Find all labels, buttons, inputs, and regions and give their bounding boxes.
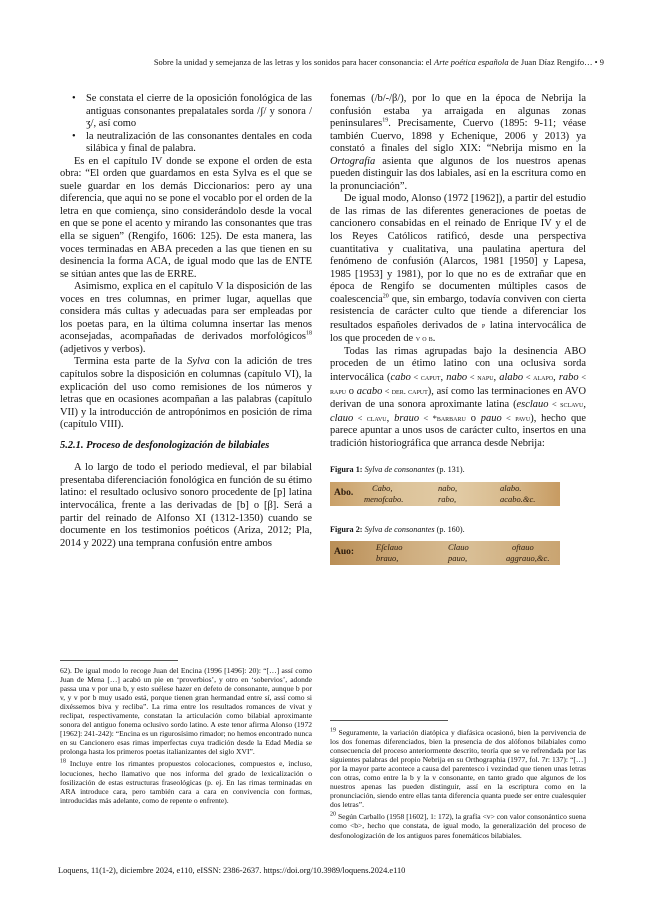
left-column [60, 93, 312, 550]
paragraph: De igual modo, Alonso (1972 [1962]), a partir del estudio de las rimas de las diferentes generaciones de poetas de cancionero consabidas en el reinado de Enrique IV y el de los Reyes Católicos ratificó, desde una perspectiva cuantitativa y cualitativa, una paulatina apertura del fenómeno de confusión (Alarcos, 1981 [1950] y Lapesa, 1985 [1953] y 1981), por lo que no es de extrañar que en época de Rengifo se documenten múltiples casos de coalescencia$^{20}$ que, sin embargo, todavía conviven con cierta resistencia de carácter culto que tiende a diferenciar los resultados españoles derivados de p latina intervocálica de los que proceden de v o b. [330, 193, 586, 345]
footnote: $^{19}$ Seguramente, la variación diatópica y diafásica ocasionó, bien la pervivencia de los dos fonemas diferenciados, bien la presencia de dos alófonos bilabiales como consecuencia del proceso anteriormente descrito, teoría que se ve refrendada por las siguientes palabras del propio Nebrija en su Orthographia (1977, fol. 7r: 137): “[…] por la mayor parte acontece a causa del parentesco i vezindad que tienen unas letras con otras, como entre la b y la v consonante, en tanto grado que algunos de los nuestros apenas las pueden distinguir, assí en la escriptura como en la pronunciación, siendo entre ellas tanta diferencia quanta puede ser entre cualesquier dos letras”. [330, 727, 586, 810]
section-heading: 5.2.1. Proceso de desfonologización de bilabiales [60, 439, 270, 451]
footnote: $^{20}$ Según Carballo (1958 [1602], 1: 172), la grafía <v> con valor consonántico suena como <b>, hecho que constata, de igual modo, la generalización del proceso de desfonologización de los antiguos pares fonemáticos bilabiales. [330, 811, 586, 840]
bullet-list [60, 93, 312, 156]
figure-2-caption: Figura 2: Sylva de consonantes (p. 160). [330, 524, 465, 534]
footnotes-left [60, 666, 312, 805]
list-item: • la neutralización de las consonantes dentales en coda silábica y final de palabra. [86, 131, 312, 156]
figure-1-scan: Abo. Cabo, nabo, alabo. menofcabo. rabo, acabo.&c. [330, 482, 560, 506]
page-footer: Loquens, 11(1-2), diciembre 2024, e110, eISSN: 2386-2637. https://doi.org/10.3989/loquens.2024.e110 [58, 866, 406, 875]
list-item: • Se constata el cierre de la oposición fonológica de las antiguas consonantes prepalatales sorda /ʃ/ y sonora /ʒ/, así como [86, 93, 312, 131]
footnote-ref[interactable]: 20 [382, 293, 389, 300]
figure-2-scan: Auo: Eſclauo Clauo oftauo brauo, pauo, aggrauo,&c. [330, 541, 560, 565]
paragraph: Es en el capítulo IV donde se expone el orden de esta obra: “El orden que guardamos en esta Sylva es el que se suele guardar en los demás Diccionarios: pero ay una diferencia, que aqui no se pone el vocablo por el orden de la letra en que comiença, sino considerándolo desde la vocal en que se pone el acento y mirando las consonantes que tras ella se siguen” (Rengifo, 1606: 125). De esta manera, las voces terminadas en ABA preceden a las que tienen en su desinencia la forma ACA, de igual modo que las de ENTE se sitúan antes que las de ERRE. [60, 155, 312, 280]
footnote-ref[interactable]: 19 [382, 117, 389, 124]
footnote-rule-right [330, 720, 448, 721]
paragraph: Asimismo, explica en el capítulo V la disposición de las voces en tres columnas, en primer lugar, aquellas que considera más cultas y adecuadas para ser empleadas por los poetas para, en la última columna insertar las menos aconsejadas, acompañadas de derivados morfológicos$^{18}$ (adjetivos y verbos). [60, 281, 312, 355]
paragraph: A lo largo de todo el periodo medieval, el par bilabial presentaba diferenciación fonológica en función de su étimo latino: el resultado oclusivo sonoro procedente de [p] latina intervocálica, frente a las derivadas de [b] o [β]. Será a partir del reinado de Alfonso XI (1312-1350) cuando se documente en los testimonios poéticos (Ariza, 2012; Pla, 2014 y 2022) una temprana confusión entre ambos [60, 462, 312, 549]
footnote-rule-left [60, 660, 178, 661]
paragraph: fonemas (/b/-/β/), por lo que en la época de Nebrija la confusión estaba ya arraigada en algunas zonas peninsulares$^{19}$. Precisamente, Cuervo (1895: 9-11; véase también Cuervo, 1898 y Echenique, 2006 y 2013) ya constató a finales del siglo XIX: “Nebrija mismo en la Ortografía asienta que algunos de los nuestros apenas pueden distinguir las dos labiales, así en la escritura como en la pronunciación”. [330, 93, 586, 192]
figure-1-caption: Figura 1: Sylva de consonantes (p. 131). [330, 465, 465, 475]
footnotes-right [330, 728, 586, 840]
footnote-ref[interactable]: 18 [306, 330, 312, 337]
paragraph: Termina esta parte de la Sylva con la adición de tres capítulos sobre la disposición en columnas (capítulo VI), la explicación del uso como remisiones de los números y letras que en ocasiones acompañan a las palabras (capítulo VII) y la introducción de antropónimos en posición de rima (capítulo VIII). [60, 356, 312, 431]
right-column [330, 93, 586, 565]
running-header: Sobre la unidad y semejanza de las letras y los sonidos para hacer consonancia: el Arte poética española de Juan Díaz Rengifo… • 9 [153, 58, 604, 67]
paragraph: Todas las rimas agrupadas bajo la desinencia ABO proceden de un étimo latino con una oclusiva sorda intervocálica (cabo < caput, nabo < napu, alabo < alapo, rabo < rapu o acabo < der. caput), así como las terminaciones en AVO derivan de una sonora aproximante latina (esclauo < sclavu, clauo < clavu, brauo < *barbaru o pauo < pavu), hecho que parece apuntar a unos usos de carácter culto, insertos en una tradición historiográfica que arranca desde Nebrija: [330, 345, 587, 449]
footnote: 62). De igual modo lo recoge Juan del Encina (1996 [1496]: 20): “[…] assí como Juan de Mena […] acabó un pie en ‘proverbios’, y otro en ‘sobervios’, adonde passa una v por una b, y esto suélese hazer en defeto de consonante, aunque b por v, y v por b muy usado está, porque tienen gran hermandad entre sí, assí como si dixéssemos biva y recliba”. La rima entre los resultados romances de vivat y reclipat, respectivamente, constatan la articulación como bilabial aproximante sonora del antiguo fonema oclusivo sordo latino. A este tenor afirma Alonso (1972 [1962]: 241-242): “Encina es un rigurosísimo rimador; no hemos encontrado nunca en su Cancionero esas rimas imperfectas cuya tradición desde la Edad Media se prolonga hasta los primeros poetas italianizantes del siglo XVI”. [60, 666, 312, 757]
footnote: $^{18}$ Incluye entre los rimantes propuestos colocaciones, compuestos e, incluso, locuciones, hecho llamativo que nos informa del grado de lexicalización o fosilización de estas estructuras fraseológicas (p. ej. En las rimas terminadas en ARA introduce cara, pero también cara a cara en convivencia con formas, introducidas más adelante, como de repente o enfrente). [60, 758, 312, 805]
